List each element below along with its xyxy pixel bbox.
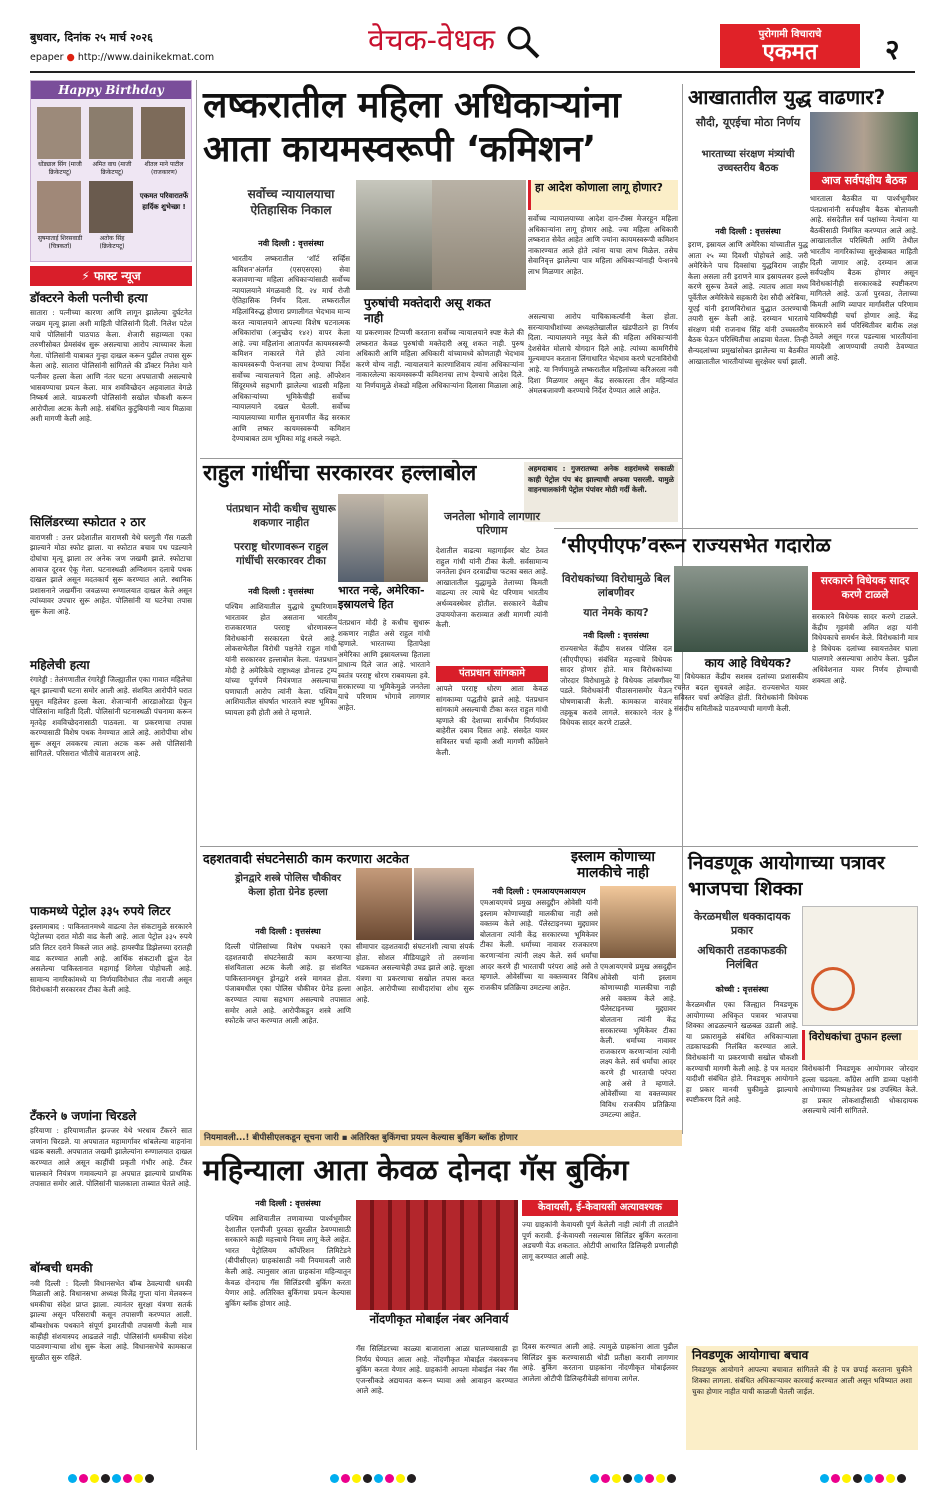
fast-news-header: ⚡ फास्ट न्यूज [30,266,192,286]
islam-text: एमआयएमचे प्रमुख असदुद्दीन ओवेसी यांनी इस्लाम कोणाच्याही मालकीचा नाही असे वक्तव्य केले आहे. पॅलेस्टाइनच्या मुद्द्यावर बोलताना त्यांनी केंद्र सरकारच्या भूमिकेवर टीका केली. धर्माच्या नावावर राजकारण करणाऱ्यांना त्यांनी लक्ष्य केले. सर्व धर्मांचा आदर करणे ही भारताची परंपरा आहे असे ते म्हणाले. ओवेसींच्या या वक्तव्यावर विविध राजकीय प्रतिक्रिया उमटल्या आहेत. [480,898,598,992]
issue-date: बुधवार, दिनांक २५ मार्च २०२६ [30,31,153,44]
capf-text-col1: राज्यसभेत केंद्रीय सशस्त्र पोलिस दल (सीएपीएफ) संबंधित महत्त्वाचे विधेयक सादर होणार होते. मात्र विरोधकांच्या जोरदार विरोधामुळे हे विधेयक लांबणीवर पडले. विरोधकांनी पीठासनासमोर येऊन घोषणाबाजी केली. कामकाज वारंवार तहकूब करावे लागले. सरकारने नंतर हे विधेयक सादर करणे टाळले. [560,644,672,728]
color-registration-marks [590,1474,678,1483]
gas-dateline: नवी दिल्ली : वृत्तसंस्था [255,1199,321,1208]
color-registration-marks [820,1474,908,1483]
fast-news-text: रंगारेड्डी : तेलंगणातील रंगारेड्डी जिल्ह्यातील एका गावात महिलेचा खून झाल्याची घटना समोर आली आहे. संशयित आरोपीने घरात घुसून महिलेवर हल्ला केला. शेजाऱ्यांनी आरडाओरडा ऐकून पोलिसांना माहिती दिली. पोलिसांनी घटनास्थळी पंचनामा करून मृतदेह शवविच्छेदनासाठी पाठवला. या प्रकरणाचा तपास करण्यासाठी विशेष पथक नेमण्यात आले आहे. आरोपीचा शोध सुरू असून लवकरच त्याला अटक करू असे पोलिसांनी सांगितले. परिसरात भीतीचे वातावरण आहे. [30,675,192,759]
rahul-kicker1: पंतप्रधान मोदी कधीच सुधारू शकणार नाहीत [226,503,336,529]
birthday-name: धोंड्याल सिंग (माजी क्रिकेटपटू) [38,161,82,176]
terror-dateline: नवी दिल्ली : वृत्तसंस्था [255,927,321,936]
section-title: वेचक-वेधक [368,18,541,60]
terror-headline: दहशतवादी संघटनेसाठी काम करणारा अटकेत [203,851,409,866]
avatar [89,181,133,233]
terror-kicker: ड्रोनद्वारे शस्त्रे पोलिस चौकीवर केला होता ग्रेनेड हल्ला [235,873,341,898]
fast-news-headline: बॉम्बची धमकी [30,1261,93,1276]
ahmedabad-text: अहमदाबाद : गुजरातच्या अनेक शहरांमध्ये सकाळी काही पेट्रोल पंप बंद झाल्याची अफवा पसरली. यामुळे वाहनचालकांनी पेट्रोल पंपांवर मोठी गर्दी केली. [528,464,674,495]
fast-news-headline: टँकरने ७ जणांना चिरडले [30,1108,137,1123]
rahul-text-col2: पंतप्रधान मोदी हे कधीच सुधारू शकणार नाहीत असे राहुल गांधी म्हणाले. भारताच्या हितापेक्षा अमेरिका आणि इस्रायलच्या हिताला प्राधान्य दिले जात आहे. भारताने स्वतंत्र परराष्ट्र धोरण राबवायला हवे. सरकारच्या या भूमिकेमुळे जनतेला याचे परिणाम भोगावे लागणार आहेत. [338,618,430,712]
gas-strip [200,1130,682,1146]
capf-text-col2: या विधेयकात केंद्रीय सशस्त्र दलांच्या प्रशासकीय रचनेत बदल सुचवले आहेत. राज्यसभेत यावर सविस्तर चर्चा अपेक्षित होती. विरोधकांनी विधेयक संसदीय समितीकडे पाठवण्याची मागणी केली. [674,672,808,713]
rahul-dateline: नवी दिल्ली : वृत्तसंस्था [248,587,314,596]
election-side-box [802,1030,918,1060]
capf-headline: ‘सीएपीएफ’वरून राज्यसभेत गदारोळ [560,533,831,557]
gas-cylinders-photo [356,1200,518,1310]
fast-news-text: इस्लामाबाद : पाकिस्तानमध्ये वाढत्या तेल संकटामुळे सरकारने पेट्रोलच्या दरात मोठी वाढ केली आहे. आता पेट्रोल ३३५ रुपये प्रति लिटर दराने विकले जात आहे. हायस्पीड डिझेलच्या दरातही वाढ करण्यात आली आहे. आर्थिक संकटाशी झुंज देत असलेल्या पाकिस्तानात महागाई शिगेला पोहोचली आहे. सामान्य नागरिकांमध्ये या निर्णयाविरोधात तीव्र नाराजी असून विरोधकांनी सरकारवर टीका केली आहे. [30,921,192,995]
capf-text-col3: सरकारने विधेयक सादर करणे टाळले. केंद्रीय गृहमंत्री अमित शहा यांनी विधेयकाचे समर्थन केले. विरोधकांनी मात्र हे विधेयक दलांच्या स्वायत्ततेवर घाला घालणारे असल्याचा आरोप केला. पुढील अधिवेशनात यावर निर्णय होण्याची शक्यता आहे. [812,612,918,685]
rahul-box-title: पंतप्रधान सांगकामे [436,666,548,682]
islam-text-right: एमआयएमचे प्रमुख असदुद्दीन ओवेसी यांनी इस्लाम कोणाच्याही मालकीचा नाही असे वक्तव्य केले आहे. पॅलेस्टाइनच्या मुद्द्यावर बोलताना त्यांनी केंद्र सरकारच्या भूमिकेवर टीका केली. धर्माच्या नावावर राजकारण करणाऱ्यांना त्यांनी लक्ष्य केले. सर्व धर्मांचा आदर करणे ही भारताची परंपरा आहे असे ते म्हणाले. ओवेसींच्या या वक्तव्यावर विविध राजकीय प्रतिक्रिया उमटल्या आहेत. [600,962,676,1120]
birthday-name: अमित वाघ (माजी क्रिकेटपटू) [92,161,132,176]
islam-headline: इस्लाम कोणाच्या मालकीचे नाही [570,849,656,881]
gulf-text-col1: इराण, इस्रायल आणि अमेरिका यांच्यातील युद्ध आता २५ व्या दिवशी पोहोचले आहे. जरी अमेरिकेने पाच दिवसांचा युद्धविराम जाहीर केला असला तरी इराणने मात्र इस्रायलवर हल्ले करणे सुरूच ठेवले आहे. त्यातच आता मध्य पूर्वेतील अमेरिकेचे सहकारी देश सौदी अरेबिया, यूएई यांनी इराणविरोधात युद्धात उतरण्याची तयारी सुरू केली आहे. दरम्यान भारताचे संरक्षण मंत्री राजनाथ सिंह यांनी उच्चस्तरीय बैठक घेऊन परिस्थितीचा आढावा घेतला. तिन्ही सैन्यदलांच्या प्रमुखांसोबत झालेल्या या बैठकीत आखातातील भारतीयांच्या सुरक्षेवर चर्चा झाली. [688,240,808,366]
birthday-title: Happy Birthday [31,81,191,99]
fast-news-text: हरियाणा : हरियाणातील झज्जर येथे भरधाव टँकरने सात जणांना चिरडले. या अपघातात महामार्गावर थांबलेल्या वाहनांना धडक बसली. अपघातात जखमी झालेल्यांना रुग्णालयात दाखल करण्यात आले असून काहींची प्रकृती गंभीर आहे. टँकर चालकाने नियंत्रण गमावल्याने हा अपघात झाल्याचे प्राथमिक तपासात समोर आले. पोलिसांनी चालकाला ताब्यात घेतले आहे. [30,1126,192,1189]
birthday-name: सुषमाताई शिरसवाडी (चित्रकर्ता) [37,235,83,250]
lead-question: हा आदेश कोणाला लागू होणार? [535,181,663,194]
avatar [89,107,133,159]
fast-news-text: सातारा : पत्नीच्या कारणा आणि लागून झालेल्या दुर्घटनेत जखम मृत्यू झाला अशी माहिती पोलिसांनी दिली. निलेश पटेल याचे पोलिसांनी पाठपाठ केला. शेजारी सहाय्यता एका तरुणीसोबत प्रेमसंबंध सुरू असल्याचा आरोप त्याच्यावर केला गेला. पोलिसांनी याबाबत गुन्हा दाखल करून पुढील तपास सुरू केला आहे. सातारा पोलिसांनी सांगितले की डॉक्टर निलेश याने पत्नीवर हल्ला केला आणि नंतर घटना अपघाताची असल्याचे भासवण्याचा प्रयत्न केला. मात्र शवविच्छेदन अहवालात वेगळे निष्कर्ष आले. याप्रकरणी पोलिसांनी सखोल चौकशी करून आरोपीला अटक केली आहे. संबंधित कुटुंबियांनी न्याय मिळावा अशी मागणी केली आहे. [30,308,192,424]
lead-text-col2: या प्रकरणावर टिप्पणी करताना सर्वोच्च न्यायालयाने स्पष्ट केले की लष्करात केवळ पुरुषांची मक्तेदारी असू शकत नाही. पुरुष अधिकारी आणि महिला अधिकारी यांच्यामध्ये कोणताही भेदभाव करणे योग्य नाही. न्यायालयाने कारणाशिवाय त्यांना अधिकाऱ्यांना नाकारलेल्या कायमस्वरूपी कमिशनचा लाभ देण्याचे आदेश दिले. या निर्णयामुळे शेकडो महिला अधिकाऱ्यांना दिलासा मिळाला आहे. [356,328,524,390]
election-kicker2: अधिकारी तडकाफडकी निलंबित [697,944,787,971]
amit-shah-photo [674,566,808,652]
election-box [686,1346,918,1450]
election-box-title: निवडणूक आयोगाचा बचाव [692,1348,809,1362]
rahul-headline: राहुल गांधींचा सरकारवर हल्लाबोल [203,461,477,486]
color-registration-marks [330,1474,418,1483]
lead-text-col3: सर्वोच्च न्यायालयाच्या आदेश दान-टॅक्स मेजरहून महिला अधिकाऱ्यांना लागू होणार आहे. ज्या महिला अधिकारी लष्करात सेवेत आहेत आणि ज्यांना कायमस्वरूपी कमिशन नाकारण्यात आले होते त्यांना याचा लाभ मिळेल. तसेच सेवानिवृत्त झालेल्या पात्र महिला अधिकाऱ्यांनाही पेन्शनचे लाभ मिळणार आहेत. [528,214,678,276]
bolt-icon: ⚡ [81,269,90,283]
lead-text-col4: असल्याचा आरोप याचिकाकर्त्यांनी केला होता. सरन्यायाधीशांच्या अध्यक्षतेखालील खंडपीठाने हा निर्णय दिला. न्यायालयाने नमूद केले की महिला अधिकाऱ्यांनी देशसेवेत मोलाचे योगदान दिले आहे. त्यांच्या कामगिरीचे मूल्यमापन करताना लिंगाधारित भेदभाव करणे घटनाविरोधी आहे. या निर्णयामुळे लष्करातील महिलांच्या करिअरला नवी दिशा मिळणार असून केंद्र सरकारला तीन महिन्यांत अंमलबजावणी करण्याचे निर्देश देण्यात आले आहेत. [528,312,678,396]
lead-text-col1: भारतीय लष्करातील ‘शॉर्ट सर्व्हिस कमिशन’अंतर्गत (एसएसएस) सेवा बजावणाऱ्या महिला अधिकाऱ्यांसाठी सर्वोच्च न्यायालयाने मंगळवारी दि. २४ मार्च रोजी ऐतिहासिक निर्णय दिला. लष्करातील महिलांविरुद्ध होणारा प्रणालीगत भेदभाव मान्य करत न्यायालयाने आपल्या विशेष घटनात्मक अधिकारांचा (अनुच्छेद १४२) वापर केला आहे. ज्या महिलांना आतापर्यंत कायमस्वरूपी कमिशन नाकारले गेले होते त्यांना कायमस्वरूपी पेन्शनचा लाभ देण्याचा निर्देश सर्वोच्च न्यायालयाने दिला आहे. ऑपरेशन सिंदूरमध्ये सहभागी झालेल्या धाडसी महिला अधिकाऱ्यांच्या भूमिकेचीही सर्वोच्च न्यायालयाने दखल घेतली. सर्वोच्च न्यायालयाच्या मागील सुनावणीत केंद्र सरकार आणि लष्कर कायमस्वरूपी कमिशन देण्याबाबत ठाम भूमिका मांडू शकले नव्हते. [232,254,350,444]
modi-photo [384,494,428,582]
page-number: २ [885,33,900,66]
gas-text-col3: ज्या ग्राहकांनी केवायसी पूर्ण केलेली नाही त्यांनी ती तातडीने पूर्ण करावी. ई-केवायसी नसल्यास सिलिंडर बुकिंग करताना अडचणी येऊ शकतात. ओटीपी आधारित डिलिव्हरी प्रणालीही लागू करण्यात आली आहे. [522,1220,678,1261]
fast-news-headline: महिलेची हत्या [30,657,90,672]
gulf-caption: आज सर्वपक्षीय बैठक [810,172,918,190]
gulf-kicker: सौदी, यूएईचा मोठा निर्णय [695,116,801,129]
rahul-text-col3: देशातील वाढत्या महागाईवर बोट ठेवत राहुल गांधी यांनी टीका केली. सर्वसामान्य जनतेला इंधन दरवाढीचा फटका बसत आहे. आखातातील युद्धामुळे तेलाच्या किमती वाढल्या तर त्याचे थेट परिणाम भारतीय अर्थव्यवस्थेवर होतील. सरकारने वेळीच उपाययोजना कराव्यात अशी मागणी त्यांनी केली. [436,546,548,630]
magnifier-icon [505,24,541,60]
capf-side-title: सरकारने विधेयक सादर करणे टाळले [820,575,910,601]
gulf-headline: आखातातील युद्ध वाढणार? [688,85,886,109]
fast-news-text: वाराणसी : उत्तर प्रदेशातील वाराणसी येथे घरगुती गॅस गळती झाल्याने मोठा स्फोट झाला. या स्फोटात बचाव पथ पडल्याने दोघांचा मृत्यू झाला तर अनेक जण जखमी झाले. स्फोटाचा आवाज दूरवर ऐकू गेला. घटनास्थळी अग्निशमन दलाचे पथक दाखल झाले असून मदतकार्य सुरू करण्यात आले. स्थानिक प्रशासनाने जखमींना जवळच्या रुग्णालयात दाखल केले असून त्यांच्यावर उपचार सुरू आहेत. पोलिसांनी या घटनेचा तपास सुरू केला आहे. [30,532,192,617]
brand-name: एकमत [762,40,818,65]
color-registration-marks [68,1474,156,1483]
owaisi-photo [600,886,676,958]
birthday-name: अतोक सिंह (क्रिकेटपटू) [99,235,125,250]
fast-news-column [30,290,192,1450]
avatar [141,107,185,159]
avatar [37,181,81,233]
rahul-kicker3: जनतेला भोगावे लागणार परिणाम [443,510,541,537]
avatar [37,107,81,159]
birthday-name: शीतल माने पाटील (राजकारण) [144,161,184,176]
gas-photo-caption: नोंदणीकृत मोबाईल नंबर अनिवार्य [364,1312,514,1327]
brand-logo [720,24,860,68]
suspect-photo [356,868,412,940]
site-url: http://www.dainikekmat.com [77,52,215,63]
election-headline: निवडणूक आयोगाच्या पत्रावर भाजपचा शिक्का [688,852,885,900]
gulf-text-col2: भारताला बैठकीत या पार्श्वभूमीवर पंतप्रधानांनी सर्वपक्षीय बैठक बोलावली आहे. संसदेतील सर्व पक्षांच्या नेत्यांना या बैठकीसाठी निमंत्रित करण्यात आले आहे. आखातातील परिस्थिती आणि तेथील भारतीय नागरिकांच्या सुरक्षेबाबत माहिती दिली जाणार आहे. दरम्यान आज सर्वपक्षीय बैठक होणार असून विरोधकांनीही सरकारकडे स्पष्टीकरण मागितले आहे. ऊर्जा पुरवठा, तेलाच्या किमती आणि व्यापार मार्गांवरील परिणाम याविषयीही चर्चा होणार आहे. केंद्र सरकारने सर्व परिस्थितीवर बारीक लक्ष ठेवले असून गरज पडल्यास भारतीयांना मायदेशी आणण्याची तयारी ठेवण्यात आली आहे. [810,194,918,362]
epaper-link[interactable]: epaper ● http://www.dainikekmat.com [30,52,215,63]
lead-kicker: सर्वोच्च न्यायालयाचा ऐतिहासिक निकाल [247,187,335,217]
election-side-title: विरोधकांचा तुफान हल्ला [809,1031,902,1043]
capf-dateline: नवी दिल्ली : वृत्तसंस्था [583,631,649,640]
gulf-subhead: भारताच्या संरक्षण मंत्र्यांची उच्चस्तरीय बैठक [701,149,795,174]
islam-dateline: नवी दिल्ली : एमआयएमआयएम [492,887,586,896]
gas-text-col1: पश्चिम आशियातील तणावाच्या पार्श्वभूमीवर देशातील एलपीजी पुरवठा सुरळीत ठेवण्यासाठी सरकारने काही महत्त्वाचे नियम लागू केले आहेत. भारत पेट्रोलियम कॉर्पोरेशन लिमिटेडने (बीपीसीएल) ग्राहकांसाठी नवी नियमावली जारी केली आहे. त्यानुसार आता ग्राहकांना महिन्यातून केवळ दोनदाच गॅस सिलिंडरची बुकिंग करता येणार आहे. अतिरिक्त बुकिंगचा प्रयत्न केल्यास बुकिंग ब्लॉक होणार आहे. [225,1214,351,1308]
fast-news-text: नवी दिल्ली : दिल्ली विधानसभेत बॉम्ब ठेवल्याची धमकी मिळाली आहे. विधानसभा अध्यक्ष विजेंद्र गुप्ता यांना मेलवरून धमकीचा संदेश प्राप्त झाला. त्यानंतर सुरक्षा यंत्रणा सतर्क झाल्या असून परिसराची कसून तपासणी करण्यात आली. बॉम्बशोधक पथकाने संपूर्ण इमारतीची तपासणी केली मात्र काहीही संशयास्पद आढळले नाही. पोलिसांनी धमकीचा संदेश पाठवणाऱ्याचा शोध सुरू केला आहे. विधानसभेचे कामकाज सुरळीत सुरू राहिले. [30,1278,192,1362]
lead-headline: लष्करातील महिला अधिकाऱ्यांना आता कायमस्वरूपी ‘कमिशन’ [203,85,621,170]
gulf-dateline: नवी दिल्ली : वृत्तसंस्था [715,227,781,236]
election-kicker: केरळमधील धक्कादायक प्रकार [693,910,791,937]
leaders-photo [810,112,918,172]
terror-text-col2: सीमापार दहशतवादी संघटनांशी त्याचा संपर्क होता. सोशल मीडियाद्वारे तो तरुणांना भडकवत असल्याचेही उघड झाले आहे. सुरक्षा यंत्रणा या प्रकरणाचा सखोल तपास करत आहेत. आरोपीच्या साथीदारांचा शोध सुरू आहे. [356,942,474,1004]
rahul-text-col4: आपले परराष्ट्र धोरण आता केवळ सांगकाम्या पद्धतीचे झाले आहे. पंतप्रधान सांगकामे असल्याची टीका करत राहुल गांधी म्हणाले की देशाच्या सार्वभौम निर्णयांवर बाहेरील दबाव दिसत आहे. संसदेत यावर सविस्तर चर्चा व्हावी अशी मागणी काँग्रेसने केली. [436,684,548,757]
election-text-col2: विरोधकांनी निवडणूक आयोगावर जोरदार हल्ला चढवला. काँग्रेस आणि डाव्या पक्षांनी आयोगाच्या निष्पक्षतेवर प्रश्न उपस्थित केले. हा प्रकार लोकशाहीसाठी धोकादायक असल्याचे त्यांनी सांगितले. [802,1064,918,1116]
gas-strip-text: नियमावली...! बीपीसीएलकडून सूचना जारी ▪ अतिरिक्त बुकिंगचा प्रयत्न केल्यास बुकिंग ब्लॉक होणार [204,1133,518,1143]
lead-question-box [528,180,678,210]
brand-tagline: पुरोगामी विचाराचे [758,29,822,40]
rahul-kicker2: परराष्ट्र धोरणावरून राहुल गांधींची सरकारवर टीका [233,541,329,567]
birthday-wish: एकमत परिवारातर्फे हार्दिक शुभेच्छा ! [139,192,189,211]
terror-text-col1: दिल्ली पोलिसांच्या विशेष पथकाने एका दहशतवादी संघटनेसाठी काम करणाऱ्या संशयिताला अटक केली आहे. हा संशयित पाकिस्तानमधून ड्रोनद्वारे शस्त्रे मागवत होता. पंजाबमधील एका पोलिस चौकीवर ग्रेनेड हल्ला करण्यात त्याचा सहभाग असल्याचे तपासात समोर आले आहे. आरोपीकडून शस्त्रे आणि स्फोटके जप्त करण्यात आली आहेत. [225,942,351,1026]
suspect-photo [414,868,474,940]
masthead [0,0,945,78]
birthday-box [30,80,192,262]
election-dateline: कोच्ची : वृत्तसंस्था [715,985,769,994]
fast-news-headline: डॉक्टरने केली पत्नीची हत्या [30,291,148,305]
army-women-photo [356,180,432,290]
lead-photo-caption: पुरुषांची मक्तेदारी असू शकत नाही [364,296,496,326]
rahul-text-col1: पश्चिम आशियातील युद्धाचे दुष्परिणाम भारतावर होत असताना भारतीय राजकारणात परराष्ट्र धोरणावरून विरोधकांनी सरकारला घेरले आहे. लोकसभेतील विरोधी पक्षनेते राहुल गांधी यांनी सरकारवर हल्लाबोल केला. पंतप्रधान मोदी हे अमेरिकेचे राष्ट्राध्यक्ष डोनाल्ड ट्रम्प यांच्या पूर्णपणे नियंत्रणात असल्याचा घणाघाती आरोप त्यांनी केला. पश्चिम आशियातील संघर्षात भारताने स्पष्ट भूमिका घ्यायला हवी होती असे ते म्हणाले. [225,602,337,717]
election-text-col1: केरळमधील एका जिल्ह्यात निवडणूक आयोगाच्या अधिकृत पत्रावर भाजपचा शिक्का आढळल्याने खळबळ उडाली आहे. या प्रकारामुळे संबंधित अधिकाऱ्याला तडकाफडकी निलंबित करण्यात आले. विरोधकांनी या प्रकरणाची सखोल चौकशी करण्याची मागणी केली आहे. हे पत्र मतदार यादीशी संबंधित होते. निवडणूक आयोगाने हा प्रकार मानवी चुकीमुळे झाल्याचे स्पष्टीकरण दिले आहे. [686,1000,798,1105]
gas-text-col2: गॅस सिलिंडरच्या काळ्या बाजाराला आळा घालण्यासाठी हा निर्णय घेण्यात आला आहे. नोंदणीकृत मोबाईल नंबरवरूनच बुकिंग करता येणार आहे. ग्राहकांनी आपला मोबाईल नंबर गॅस एजन्सीकडे अद्ययावत करून घ्यावा असे आवाहन करण्यात आले आहे. [356,1344,518,1396]
gas-kyc-title: केवायसी, ई-केवायसी अत्यावश्यक [522,1200,678,1216]
stamp-icon [811,967,855,1011]
election-letter-photo [802,906,918,1026]
capf-kicker2: यात नेमके काय? [583,607,649,619]
fast-news-headline: पाकमध्ये पेट्रोल ३३५ रुपये लिटर [30,904,171,919]
capf-side-box [812,572,918,610]
rahul-photo-caption: भारत नव्हे, अमेरिका-इस्रायलचे हित [338,584,434,612]
capf-kicker1: विरोधकांच्या विरोधामुळे बिल लांबणीवर [562,573,670,599]
gas-headline: महिन्याला आता केवळ दोनदा गॅस बुकिंग [203,1153,629,1187]
lead-dateline: नवी दिल्ली : वृत्तसंस्था [258,239,324,248]
election-box-text: निवडणूक आयोगाने आपल्या बचावात सांगितले की हे पत्र छपाई करताना चुकीने शिक्का लागला. संबंधित अधिकाऱ्यावर कारवाई करण्यात आली असून भविष्यात अशा चुका होणार नाहीत याची काळजी घेतली जाईल. [692,1365,912,1396]
fast-news-headline: सिलिंडरच्या स्फोटात २ ठार [30,515,146,530]
gas-text-col4: दिवस करण्यात आली आहे. त्यामुळे ग्राहकांना आता पुढील सिलिंडर बुक करण्यासाठी थोडी प्रतीक्षा करावी लागणार आहे. बुकिंग करताना ग्राहकांना नोंदणीकृत मोबाईलवर आलेला ओटीपी डिलिव्हरीवेळी सांगावा लागेल. [522,1342,678,1383]
epaper-label: epaper [30,52,64,63]
capf-question: काय आहे विधेयक? [688,654,808,671]
